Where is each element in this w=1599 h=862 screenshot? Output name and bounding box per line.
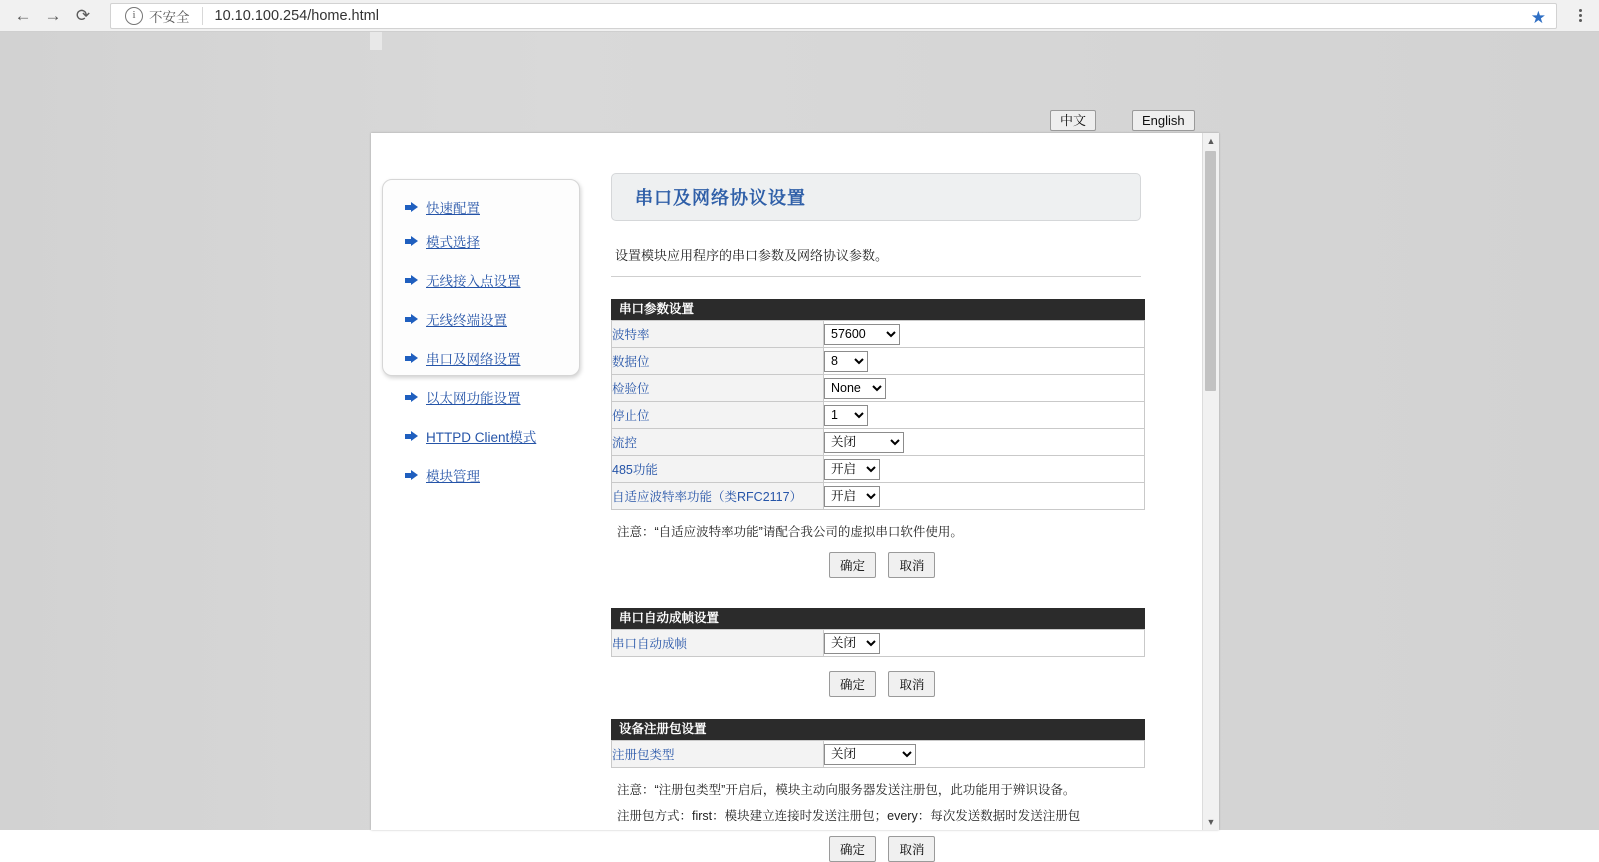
section-header-reg-packet: 设备注册包设置 [611, 719, 1145, 740]
page-intro: 设置模块应用程序的串口参数及网络协议参数。 [615, 248, 889, 263]
sidebar-item-serial-network[interactable] [405, 347, 521, 369]
scroll-up-icon[interactable]: ▲ [1203, 133, 1219, 149]
sidebar-item-sta-settings[interactable] [405, 308, 507, 330]
table-row [612, 483, 1145, 510]
arrow-icon [405, 314, 418, 325]
language-chinese-button[interactable]: 中文 [1050, 110, 1096, 131]
row-value [824, 483, 1145, 510]
table-row [612, 630, 1145, 657]
arrow-icon [405, 236, 418, 247]
divider [611, 276, 1141, 277]
page-title [611, 173, 1141, 221]
sidebar-item-ethernet[interactable] [405, 386, 521, 408]
row-label: 数据位 [612, 348, 824, 375]
reg-packet-note2: 注册包方式：first：模块建立连接时发送注册包；every：每次发送数据时发送注册包 [617, 809, 1081, 823]
row-label: 串口自动成帧 [612, 630, 824, 657]
table-row [612, 348, 1145, 375]
databits-select[interactable] [824, 351, 868, 372]
arrow-icon [405, 470, 418, 481]
rs485-select[interactable] [824, 459, 880, 480]
row-value [824, 429, 1145, 456]
parity-select[interactable] [824, 378, 886, 399]
auto-frame-select[interactable] [824, 633, 880, 654]
sidebar-item-httpd-client[interactable] [405, 425, 536, 447]
sidebar-item-module-management[interactable] [405, 464, 480, 486]
table-row [612, 741, 1145, 768]
row-value [824, 741, 1145, 768]
page-title-text: 串口及网络协议设置 [635, 188, 806, 208]
row-value [824, 402, 1145, 429]
auto-frame-table [611, 629, 1145, 657]
table-row [612, 321, 1145, 348]
main-content [611, 173, 1151, 862]
table-row [612, 456, 1145, 483]
row-label: 485功能 [612, 456, 824, 483]
reg-packet-note: 注意：“注册包类型”开启后，模块主动向服务器发送注册包，此功能用于辨识设备。 [617, 783, 1076, 797]
arrow-icon [405, 431, 418, 442]
arrow-icon [405, 275, 418, 286]
reg-packet-table [611, 740, 1145, 768]
page-scrollbar[interactable] [1202, 133, 1219, 830]
omnibox-divider [202, 7, 203, 25]
sidebar-item-quick-config[interactable] [405, 196, 480, 218]
cancel-button[interactable]: 取消 [888, 836, 935, 862]
sidebar-item-label: 以太网功能设置 [426, 391, 521, 406]
back-arrow-icon[interactable]: ← [14, 5, 32, 25]
language-switcher [1050, 110, 1210, 132]
row-label: 自适应波特率功能（类RFC2117） [612, 483, 824, 510]
arrow-icon [405, 392, 418, 403]
serial-params-note: 注意：“自适应波特率功能”请配合我公司的虚拟串口软件使用。 [617, 525, 963, 539]
sidebar-item-label: 串口及网络设置 [426, 352, 521, 367]
row-value [824, 630, 1145, 657]
section-header-auto-frame: 串口自动成帧设置 [611, 608, 1145, 629]
auto-baudrate-select[interactable] [824, 486, 880, 507]
row-value [824, 348, 1145, 375]
table-row [612, 429, 1145, 456]
row-value [824, 375, 1145, 402]
row-label: 停止位 [612, 402, 824, 429]
page-background [0, 32, 1599, 857]
ok-button[interactable]: 确定 [829, 836, 876, 862]
kebab-menu-icon[interactable] [1567, 1, 1593, 31]
url-text[interactable]: 10.10.100.254/home.html [214, 7, 379, 24]
table-row [612, 375, 1145, 402]
sidebar-item-ap-settings[interactable] [405, 269, 521, 291]
sidebar-item-label: 模块管理 [426, 469, 480, 484]
auto-frame-buttons [611, 671, 1151, 697]
stopbits-select[interactable] [824, 405, 868, 426]
arrow-icon [405, 353, 418, 364]
sidebar-item-label: 无线接入点设置 [426, 274, 521, 289]
info-icon[interactable]: i [125, 7, 143, 25]
forward-arrow-icon[interactable]: → [44, 5, 62, 25]
scrollbar-thumb[interactable] [1205, 151, 1216, 391]
language-english-button[interactable]: English [1132, 110, 1195, 131]
scroll-down-icon[interactable]: ▼ [1203, 814, 1219, 830]
browser-toolbar [0, 0, 1599, 32]
security-label: 不安全 [149, 9, 190, 25]
tab-stub [370, 32, 382, 50]
table-row [612, 402, 1145, 429]
reg-packet-buttons [611, 836, 1151, 862]
reload-icon[interactable]: ⟳ [75, 5, 91, 25]
bookmark-star-icon[interactable]: ★ [1530, 7, 1546, 27]
sidebar [382, 179, 580, 484]
row-label: 检验位 [612, 375, 824, 402]
cancel-button[interactable]: 取消 [888, 552, 935, 578]
sidebar-item-label: 模式选择 [426, 235, 480, 250]
cancel-button[interactable]: 取消 [888, 671, 935, 697]
sidebar-item-label: 快速配置 [426, 201, 480, 216]
ok-button[interactable]: 确定 [829, 552, 876, 578]
sidebar-item-label: 无线终端设置 [426, 313, 507, 328]
app-window [371, 133, 1219, 857]
row-label: 注册包类型 [612, 741, 824, 768]
sidebar-item-label: HTTPD Client模式 [426, 430, 537, 445]
section-header-serial-params: 串口参数设置 [611, 299, 1145, 320]
arrow-icon [405, 202, 418, 213]
flowcontrol-select[interactable] [824, 432, 904, 453]
serial-params-buttons [611, 552, 1151, 578]
ok-button[interactable]: 确定 [829, 671, 876, 697]
sidebar-item-mode-select[interactable] [405, 230, 480, 252]
row-value [824, 321, 1145, 348]
row-label: 波特率 [612, 321, 824, 348]
baudrate-select[interactable] [824, 324, 900, 345]
reg-packet-type-select[interactable] [824, 744, 916, 765]
serial-params-table [611, 320, 1145, 510]
address-bar[interactable] [110, 3, 1557, 29]
row-label: 流控 [612, 429, 824, 456]
row-value [824, 456, 1145, 483]
